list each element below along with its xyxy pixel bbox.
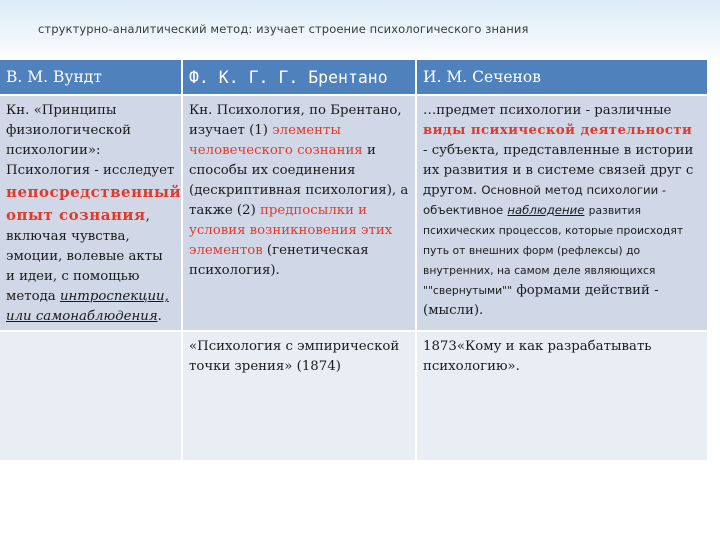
header-brentano: Ф. К. Г. Г. Брентано xyxy=(182,60,416,95)
sechenov-method-intro: Основной метод психологии - объективное xyxy=(423,183,667,217)
wundt-text-2: включая чувства, эмоции, волевые акты и идеи, с помощью метода xyxy=(6,229,163,304)
brentano-highlight-1: элементы человеческого сознания xyxy=(189,123,363,158)
brentano-text-1: Кн. Психология, по Брентано, изучает (1) xyxy=(189,103,402,138)
brentano-text-3: (генетическая психология). xyxy=(189,243,369,278)
brentano-book: «Психология с эмпирической точки зрения» (1874) xyxy=(189,339,400,374)
slide-heading: структурно-аналитический метод: изучает строение психологического знания xyxy=(38,22,529,36)
header-sechenov: И. М. Сеченов xyxy=(416,60,708,95)
sechenov-highlight: виды психической деятельности xyxy=(423,123,693,138)
wundt-comma: , xyxy=(145,209,150,224)
sechenov-method: наблюдение xyxy=(507,203,585,217)
wundt-method: интроспекции, или самонаблюдения xyxy=(6,289,169,324)
header-wundt: В. М. Вундт xyxy=(0,60,182,95)
table-row xyxy=(0,331,708,461)
sechenov-cell xyxy=(416,95,708,331)
sechenov-method-detail: развития психических процессов, которые происходят путь от внешних форм (рефлексы) до внутренних, на самом деле являющихся ""свернутыми"" xyxy=(423,204,684,297)
wundt-text-1: Кн. «Принципы физиологической психологии»: Психология - исследует xyxy=(6,103,175,178)
wundt-book-cell xyxy=(0,331,182,461)
sechenov-text-2: - субъекта, представленные в истории их развития и в системе связей друг с другом. xyxy=(423,143,694,198)
sechenov-text-3: формами действий - (мысли). xyxy=(423,283,659,318)
comparison-table xyxy=(0,60,709,462)
sechenov-book: 1873«Кому и как разрабатывать психологию». xyxy=(423,339,652,374)
header-row xyxy=(0,60,708,95)
table-row xyxy=(0,95,708,331)
sechenov-book-cell xyxy=(416,331,708,461)
wundt-highlight: непосредственный опыт сознания xyxy=(6,183,182,224)
sechenov-text-1: …предмет психологии - различные xyxy=(423,103,672,118)
brentano-text-2: и способы их соединения (дескриптивная психология), а также (2) xyxy=(189,143,409,218)
wundt-cell xyxy=(0,95,182,331)
wundt-period: . xyxy=(157,309,162,324)
brentano-cell xyxy=(182,95,416,331)
brentano-highlight-2: предпосылки и условия возникновения этих элементов xyxy=(189,203,393,258)
brentano-book-cell xyxy=(182,331,416,461)
